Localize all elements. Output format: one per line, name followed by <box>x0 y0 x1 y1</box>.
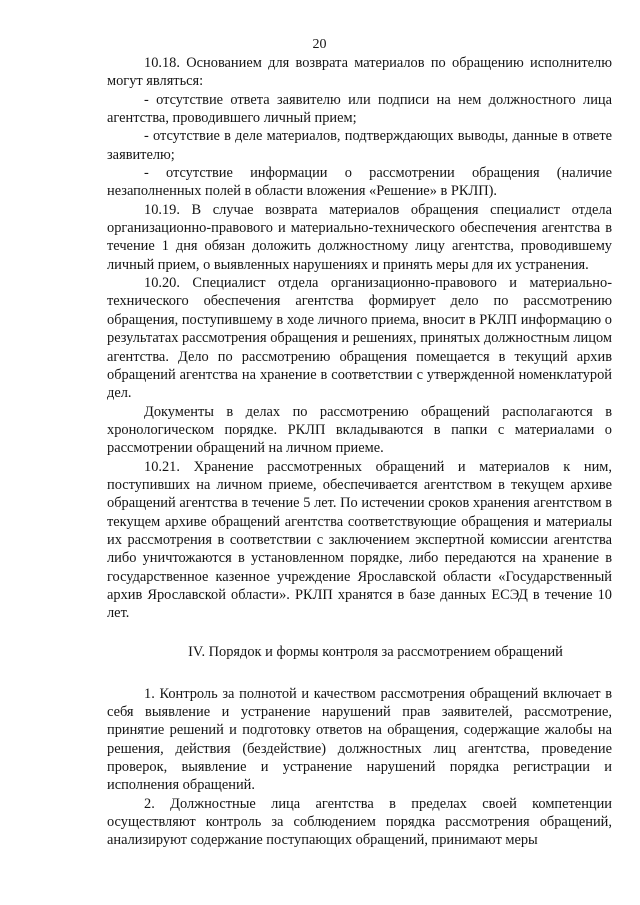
section-4-body <box>107 685 612 850</box>
paragraph-10-20: 10.20. Специалист отдела организационно-правового и материально-технического обеспечения агентства формирует дело по рассмотрению обращения, поступившему в ходе личного приема, вносит в РКЛП информацию о результатах рассмотрения обращения и решениях, принятых должностным лицом агентства. Дело по рассмотрению обращения помещается в текущий архив обращений агентства на хранение в соответствии с утвержденной номенклатурой дел. <box>107 275 612 402</box>
paragraph-10-18-item-1: - отсутствие ответа заявителю или подписи на нем должностного лица агентства, проводившего личный прием; <box>107 91 612 127</box>
paragraph-documents-order: Документы в делах по рассмотрению обращений располагаются в хронологическом порядке. РКЛП вкладываются в папки с материалами о рассмотрении обращений на личном приеме. <box>107 403 612 457</box>
section-heading: IV. Порядок и формы контроля за рассмотрением обращений <box>188 643 563 660</box>
paragraph-4-2: 2. Должностные лица агентства в пределах своей компетенции осуществляют контроль за соблюдением порядка рассмотрения обращений, анализируют содержание поступающих обращений, принимают меры <box>107 795 612 849</box>
section-10-continuation <box>107 54 612 623</box>
paragraph-10-18-item-2: - отсутствие в деле материалов, подтверждающих выводы, данные в ответе заявителю; <box>107 128 612 163</box>
paragraph-10-18-item-3: - отсутствие информации о рассмотрении обращения (наличие незаполненных полей в области вложения «Решение» в РКЛП). <box>107 165 612 200</box>
paragraph-10-18: 10.18. Основанием для возврата материалов по обращению исполнителю могут являться: <box>107 55 612 90</box>
page-number: 20 <box>312 37 327 52</box>
paragraph-4-1: 1. Контроль за полнотой и качеством рассмотрения обращений включает в себя выявление и устранение нарушений прав заявителей, рассмотрение, принятие решений и подготовку ответов на обращения, содержащие жалобы на решения, действия (бездействие) должностных лиц агентства, проведение проверок, выявление и устранение нарушений порядка регистрации и исполнения обращений. <box>107 685 612 794</box>
paragraph-10-19: 10.19. В случае возврата материалов обращения специалист отдела организационно-правового и материально-технического обеспечения агентства в течение 1 дня обязан доложить должностному лицу агентства, проводившему личный прием, о выявленных нарушениях и принять меры для их устранения. <box>107 201 612 273</box>
paragraph-10-21: 10.21. Хранение рассмотренных обращений и материалов к ним, поступивших на личном приеме, обеспечивается агентством в текущем архиве обращений агентства в течение 5 лет. По истечении сроков хранения агентством в текущем архиве обращений агентства соответствующие обращения и материалы их рассмотрения в соответствии с заключением экспертной комиссии агентства либо уничтожаются в установленном порядке, либо передаются на хранение в государственное казенное учреждение Ярославской области «Государственный архив Ярославской области». РКЛП хранятся в базе данных ЕСЭД в течение 10 лет. <box>107 458 612 622</box>
